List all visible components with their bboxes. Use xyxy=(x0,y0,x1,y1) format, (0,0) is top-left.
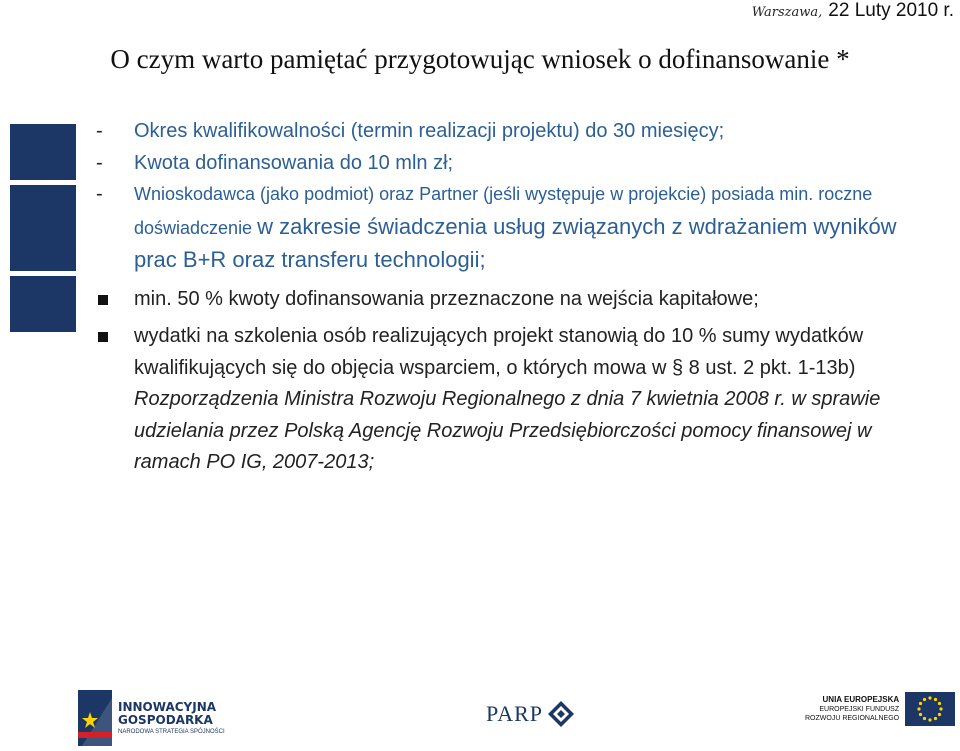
list-item-kwota xyxy=(96,148,936,180)
ig-sub: NARODOWA STRATEGIA SPÓJNOŚCI xyxy=(118,729,225,735)
list-item-okres xyxy=(96,116,936,148)
side-block-2 xyxy=(10,185,76,271)
footer-logos xyxy=(0,680,960,751)
list-item-szkolenia xyxy=(96,321,936,479)
list-item-text-italic: Rozporządzenia Ministra Rozwoju Regionalnego z dnia 7 kwietnia 2008 r. w sprawie udzielania przez Polską Agencję Rozwoju Przedsiębiorczości pomocy finansowej w ramach PO IG, 2007-2013; xyxy=(134,388,881,473)
content-list xyxy=(96,116,936,479)
date-place: Warszawa, xyxy=(751,5,823,20)
parp-text: PARP xyxy=(486,701,544,726)
list-item-text: min. 50 % kwoty dofinansowania przeznaczone na wejścia kapitałowe; xyxy=(134,287,759,310)
list-item-wejscia xyxy=(96,284,936,316)
eu-title: UNIA EUROPEJSKA xyxy=(822,695,900,704)
list-item-text-a: Wnioskodawca (jako podmiot) oraz Partner (jeśli występuje w projekcie) posiada min. roczne doświadczenie xyxy=(134,184,873,238)
innowacyjna-gospodarka-logo xyxy=(78,690,225,746)
eu-flag-icon xyxy=(905,692,955,726)
side-block-3 xyxy=(10,276,76,332)
date-text: 22 Luty 2010 r. xyxy=(828,0,954,21)
list-item-text-plain: wydatki na szkolenia osób realizujących projekt stanowią do 10 % sumy wydatków kwalifikujących się do objęcia wsparciem, o których mowa w § 8 ust. 2 pkt. 1-13b) xyxy=(134,325,864,379)
list-item-wnioskodawca xyxy=(96,179,936,278)
eu-logo xyxy=(805,692,955,726)
date-header xyxy=(752,0,954,22)
eu-sub1: EUROPEJSKI FUNDUSZ xyxy=(819,706,900,713)
slide-title: O czym warto pamiętać przygotowując wniosek o dofinansowanie * xyxy=(110,44,850,74)
dash-marker: - xyxy=(96,183,103,205)
square-bullet-icon xyxy=(96,321,126,353)
parp-logo xyxy=(486,700,575,728)
list-item-text-b: w zakresie świadczenia usług związanych z wdrażaniem wyników prac B+R oraz transferu technologii; xyxy=(134,213,897,272)
ig-star-icon xyxy=(78,690,112,746)
ig-line2: GOSPODARKA xyxy=(118,713,213,727)
list-item-text: Okres kwalifikowalności (termin realizacji projektu) do 30 miesięcy; xyxy=(134,120,725,142)
ig-line1: INNOWACYJNA xyxy=(118,700,217,714)
parp-emblem-icon xyxy=(547,700,575,728)
square-bullet-icon xyxy=(96,284,126,316)
list-item-text: Kwota dofinansowania do 10 mln zł; xyxy=(134,151,454,174)
eu-sub2: ROZWOJU REGIONALNEGO xyxy=(805,715,900,722)
side-block-1 xyxy=(10,124,76,180)
dash-marker: - xyxy=(96,151,103,174)
dash-marker: - xyxy=(96,120,103,142)
